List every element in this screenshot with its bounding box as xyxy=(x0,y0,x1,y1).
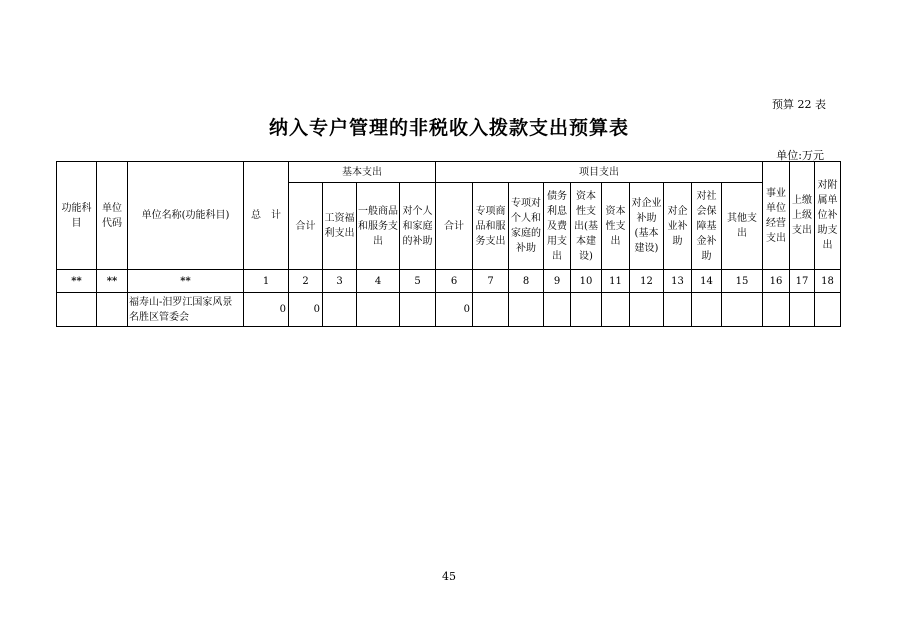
row-empty-cell xyxy=(722,293,763,327)
header-func-code: 功能科目 xyxy=(57,162,97,270)
page-title: 纳入专户管理的非税收入拨款支出预算表 xyxy=(268,117,629,139)
row-empty-cell xyxy=(815,293,841,327)
row-empty-cell xyxy=(544,293,571,327)
index-cell: 4 xyxy=(357,270,400,293)
header-basic-total: 合计 xyxy=(289,183,323,270)
row-empty-cell xyxy=(630,293,664,327)
row-empty-cell xyxy=(571,293,602,327)
row-func-code xyxy=(57,293,97,327)
index-cell: 6 xyxy=(436,270,473,293)
header-basic-wages: 工资福利支出 xyxy=(323,183,357,270)
header-project-total: 合计 xyxy=(436,183,473,270)
header-upper-remit: 上缴上级支出 xyxy=(790,162,815,270)
table-row xyxy=(57,293,841,327)
index-cell: 10 xyxy=(571,270,602,293)
header-basic-personal: 对个人和家庭的补助 xyxy=(400,183,436,270)
header-project-debt: 债务利息及费用支出 xyxy=(544,183,571,270)
row-unit-code xyxy=(97,293,128,327)
index-cell: ** xyxy=(128,270,244,293)
row-empty-cell xyxy=(602,293,630,327)
index-cell: ** xyxy=(57,270,97,293)
index-row xyxy=(57,270,841,293)
header-subsidiary-aid: 对附属单位补助支出 xyxy=(815,162,841,270)
header-project-personal: 专项对个人和家庭的补助 xyxy=(509,183,544,270)
index-cell: 7 xyxy=(473,270,509,293)
index-cell: 3 xyxy=(323,270,357,293)
row-empty-cell xyxy=(323,293,357,327)
index-cell: 17 xyxy=(790,270,815,293)
header-group-project: 项目支出 xyxy=(436,162,763,183)
row-total: 0 xyxy=(244,293,289,327)
budget-table xyxy=(56,161,841,327)
unit-label: 单位:万元 xyxy=(776,149,824,162)
header-project-enterprise: 对企业补助 xyxy=(664,183,692,270)
page-number: 45 xyxy=(442,570,456,583)
index-cell: 13 xyxy=(664,270,692,293)
header-unit-code: 单位代码 xyxy=(97,162,128,270)
index-cell: 8 xyxy=(509,270,544,293)
row-basic-total: 0 xyxy=(289,293,323,327)
index-cell: 1 xyxy=(244,270,289,293)
row-unit-name: 福寿山-汨罗江国家风景名胜区管委会 xyxy=(128,293,244,327)
index-cell: 14 xyxy=(692,270,722,293)
header-project-goods: 专项商品和服务支出 xyxy=(473,183,509,270)
row-empty-cell xyxy=(692,293,722,327)
index-cell: 11 xyxy=(602,270,630,293)
table-number: 预算 22 表 xyxy=(772,98,826,111)
header-project-enterprise-construction: 对企业补助(基本建设) xyxy=(630,183,664,270)
index-cell: 12 xyxy=(630,270,664,293)
row-empty-cell xyxy=(400,293,436,327)
row-empty-cell xyxy=(509,293,544,327)
row-empty-cell xyxy=(763,293,790,327)
row-empty-cell xyxy=(357,293,400,327)
header-project-capital-construction: 资本性支出(基本建设) xyxy=(571,183,602,270)
row-empty-cell xyxy=(473,293,509,327)
index-cell: 18 xyxy=(815,270,841,293)
header-business-expense: 事业单位经营支出 xyxy=(763,162,790,270)
index-cell: 5 xyxy=(400,270,436,293)
row-empty-cell xyxy=(664,293,692,327)
index-cell: 16 xyxy=(763,270,790,293)
header-total: 总 计 xyxy=(244,162,289,270)
index-cell: 2 xyxy=(289,270,323,293)
index-cell: 15 xyxy=(722,270,763,293)
row-project-total: 0 xyxy=(436,293,473,327)
header-project-other: 其他支出 xyxy=(722,183,763,270)
index-cell: ** xyxy=(97,270,128,293)
header-basic-goods: 一般商品和服务支出 xyxy=(357,183,400,270)
row-empty-cell xyxy=(790,293,815,327)
header-project-social-security: 对社会保障基金补助 xyxy=(692,183,722,270)
header-unit-name: 单位名称(功能科目) xyxy=(128,162,244,270)
header-group-basic: 基本支出 xyxy=(289,162,436,183)
index-cell: 9 xyxy=(544,270,571,293)
header-project-capital: 资本性支出 xyxy=(602,183,630,270)
